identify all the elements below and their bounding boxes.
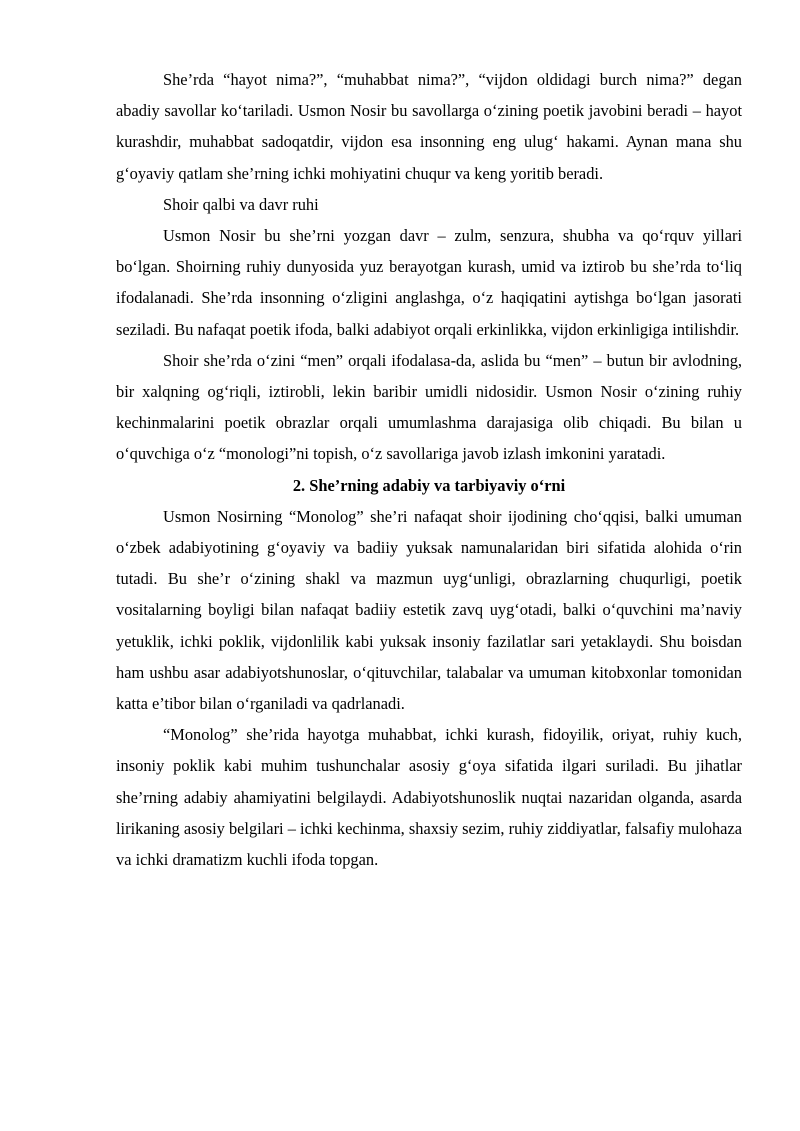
paragraph-literary-place: Usmon Nosirning “Monolog” she’ri nafaqat shoir ijodining cho‘qqisi, balki umuman o‘zbek adabiyotining g‘oyaviy va badiiy yuksak namunalaridan biri sifatida alohida o‘rin tutadi. Bu she’r o‘zining shakl va mazmun uyg‘unligi, obrazlarning chuqurligi, poetik vositalarning boyligi bilan nafaqat badiiy estetik zavq uyg‘otadi, balki o‘quvchini ma’naviy yetuklik, ichki poklik, vijdonlilik kabi yuksak insoniy fazilatlar sari yetaklaydi. Shu boisdan ham ushbu asar adabiyotshunoslar, o‘qituvchilar, talabalar va umuman kitobxonlar tomonidan katta e’tibor bilan o‘rganiladi va qadrlanadi.	[116, 506, 742, 714]
paragraph-eternal-questions: She’rda “hayot nima?”, “muhabbat nima?”, “vijdon oldidagi burch nima?” degan abadiy savollar ko‘tariladi. Usmon Nosir bu savollarga o‘zining poetik javobini beradi – hayot kurashdir, muhabbat sadoqatdir, vijdon esa insonning eng ulug‘ hakami. Aynan mana shu g‘oyaviy qatlam she’rning ichki mohiyatini chuqur va keng yoritib beradi.	[116, 70, 742, 183]
paragraph-era: Usmon Nosir bu she’rni yozgan davr – zulm, senzura, shubha va qo‘rquv yillari bo‘lgan. Shoirning ruhiy dunyosida yuz berayotgan kurash, umid va iztirob bu she’rda to‘liq ifodalanadi. She’rda insonning o‘zligini anglashga, o‘z haqiqatini aytishga bo‘lgan jasorati seziladi. Bu nafaqat poetik ifoda, balki adabiyot orqali erkinlikka, vijdon erkinligiga intilishdir.	[116, 226, 742, 339]
paragraph-main-ideas: “Monolog” she’rida hayotga muhabbat, ichki kurash, fidoyilik, oriyat, ruhiy kuch, insoniy poklik kabi muhim tushunchalar asosiy g‘oya sifatida ilgari suriladi. Bu jihatlar she’rning adabiy ahamiyatini belgilaydi. Adabiyotshunoslik nuqtai nazaridan olganda, asarda lirikaning asosiy belgilari – ichki kechinma, shaxsiy sezim, ruhiy ziddiyatlar, falsafiy mulohaza va ichki dramatizm kuchli ifoda topgan.	[116, 725, 742, 870]
subheading-poet-heart: Shoir qalbi va davr ruhi	[163, 194, 319, 214]
paragraph-men: Shoir she’rda o‘zini “men” orqali ifodalasa-da, aslida bu “men” – butun bir avlodning, bir xalqning og‘riqli, iztirobli, lekin baribir umidli nidosidir. Usmon Nosir o‘zining ruhiy kechinmalarini poetik obrazlar orqali umumlashma darajasiga olib chiqadi. Bu bilan u o‘quvchiga o‘z “monologi”ni topish, o‘z savollariga javob izlash imkonini yaratadi.	[116, 350, 742, 464]
section-heading: 2. She’rning adabiy va tarbiyaviy o‘rni	[292, 475, 566, 495]
document-page	[116, 64, 742, 875]
